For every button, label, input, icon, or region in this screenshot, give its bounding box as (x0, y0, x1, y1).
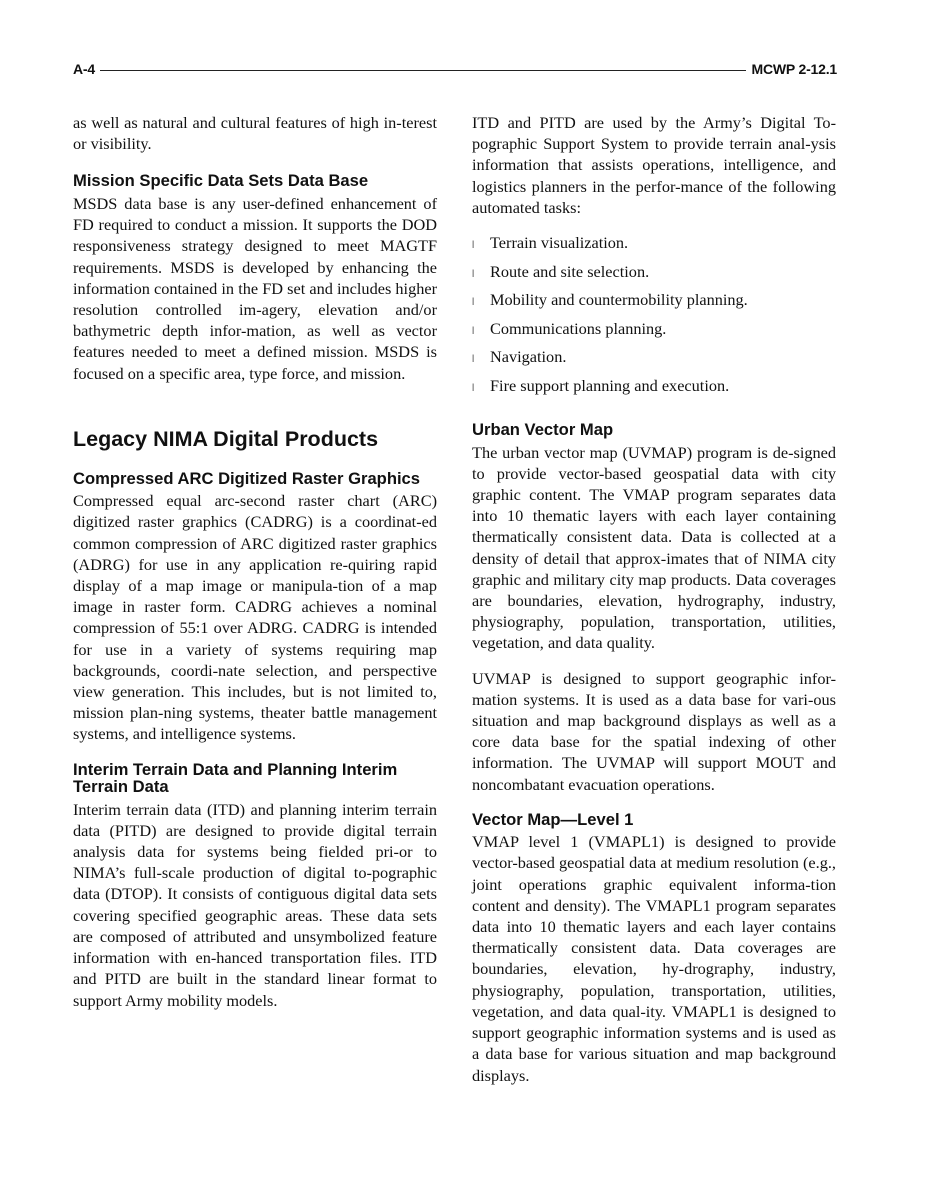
page-header (73, 59, 837, 79)
vmap1-body: VMAP level 1 (VMAPL1) is designed to provide vector-based geospatial data at medium resolution (e.g., joint operations graphic equivalent informa-tion content and density). The VMAPL1 program separates data into 10 thematic layers and each layer contains thermatically consistent data. Data coverages are boundaries, elevation, hy-drography, industry, physiography, population, transportation, utilities, vegetation, and data qual-ity. VMAPL1 is designed to support geographic information systems and is used as a data base for various situation and map background displays. (472, 832, 836, 1085)
task-list (472, 230, 836, 401)
right-column (472, 112, 836, 1086)
itd-continued-body: ITD and PITD are used by the Army’s Digital To-pographic Support System to provide terrain anal-ysis information that assists operations, intelligence, and logistics planners in the perfor-mance of the following automated tasks: (472, 113, 836, 217)
uvmap-heading: Urban Vector Map (472, 420, 614, 440)
intro-continuation: as well as natural and cultural features of high in-terest or visibility. (73, 113, 437, 154)
list-item: l Fire support planning and execution. (472, 373, 836, 402)
legacy-heading: Legacy NIMA Digital Products (73, 426, 379, 451)
uvmap-body-2: UVMAP is designed to support geographic infor-mation systems. It is used as a data base for vari-ous situation and map background displays as well as a core data base for the spatial indexing of other information. The UVMAP will support MOUT and noncombatant evacuation operations. (472, 668, 836, 794)
list-item: l Navigation. (472, 344, 836, 373)
header-rule (100, 70, 746, 71)
bullet-icon: l (472, 297, 475, 309)
bullet-icon: l (472, 354, 475, 366)
bullet-icon: l (472, 240, 475, 252)
bullet-icon: l (472, 382, 475, 394)
left-column (73, 112, 437, 1011)
vmap1-heading: Vector Map—Level 1 (472, 809, 634, 829)
list-item: l Mobility and countermobility planning. (472, 287, 836, 316)
uvmap-body-1: The urban vector map (UVMAP) program is de-signed to provide vector-based geospatial data with city graphic content. The VMAP program separates data into 10 thematic layers with each layer containing thermatically consistent data. Data is collected at a density of detail that approx-imates that of NIMA city graphic and military city map products. Data coverages are boundaries, elevation, hydrography, industry, physiography, population, transportation, utilities, vegetation, and data quality. (472, 442, 836, 653)
document-id: MCWP 2-12.1 (751, 61, 837, 77)
msds-heading: Mission Specific Data Sets Data Base (73, 171, 369, 191)
msds-body: MSDS data base is any user-defined enhancement of FD required to conduct a mission. It supports the DOD responsiveness strategy designed to meet MAGTF requirements. MSDS is developed by enhancing the information contained in the FD set and includes higher resolution controlled im-agery, elevation and/or bathymetric depth infor-mation, as well as vector features needed to meet a defined mission. MSDS is focused on a specific area, type force, and mission. (73, 193, 437, 383)
itd-body: Interim terrain data (ITD) and planning interim terrain data (PITD) are designed to provide digital terrain analysis data for systems being fielded pri-or to NIMA’s full-scale production of digital to-pographic data (DTOP). It consists of contiguous digital data sets covering specified geographic areas. These data sets are composed of attributed and unsymbolized feature information with en-hanced transportation files. ITD and PITD are built in the standard linear format to support Army mobility models. (73, 799, 437, 1010)
itd-heading: Interim Terrain Data and Planning Interim Terrain Data (73, 759, 398, 797)
list-item: l Communications planning. (472, 316, 836, 345)
cadrg-body: Compressed equal arc-second raster chart (ARC) digitized raster graphics (CADRG) is a coordinat-ed common compression of ARC digitized raster graphics (ADRG) for use in any application re-quiring rapid display of a map image or manipula-tion of a map image in raster form. CADRG achieves a nominal compression of 55:1 over ADRG. CADRG is intended for use in a variety of systems requiring map backgrounds, coordi-nate selection, and perspective view generation. This includes, but is not limited to, mission plan-ning systems, theater battle management systems, and intelligence systems. (73, 491, 437, 744)
list-item: l Terrain visualization. (472, 230, 836, 259)
bullet-icon: l (472, 268, 475, 280)
cadrg-heading: Compressed ARC Digitized Raster Graphics (73, 468, 421, 488)
list-item: l Route and site selection. (472, 259, 836, 288)
page-number: A-4 (73, 61, 95, 77)
bullet-icon: l (472, 325, 475, 337)
